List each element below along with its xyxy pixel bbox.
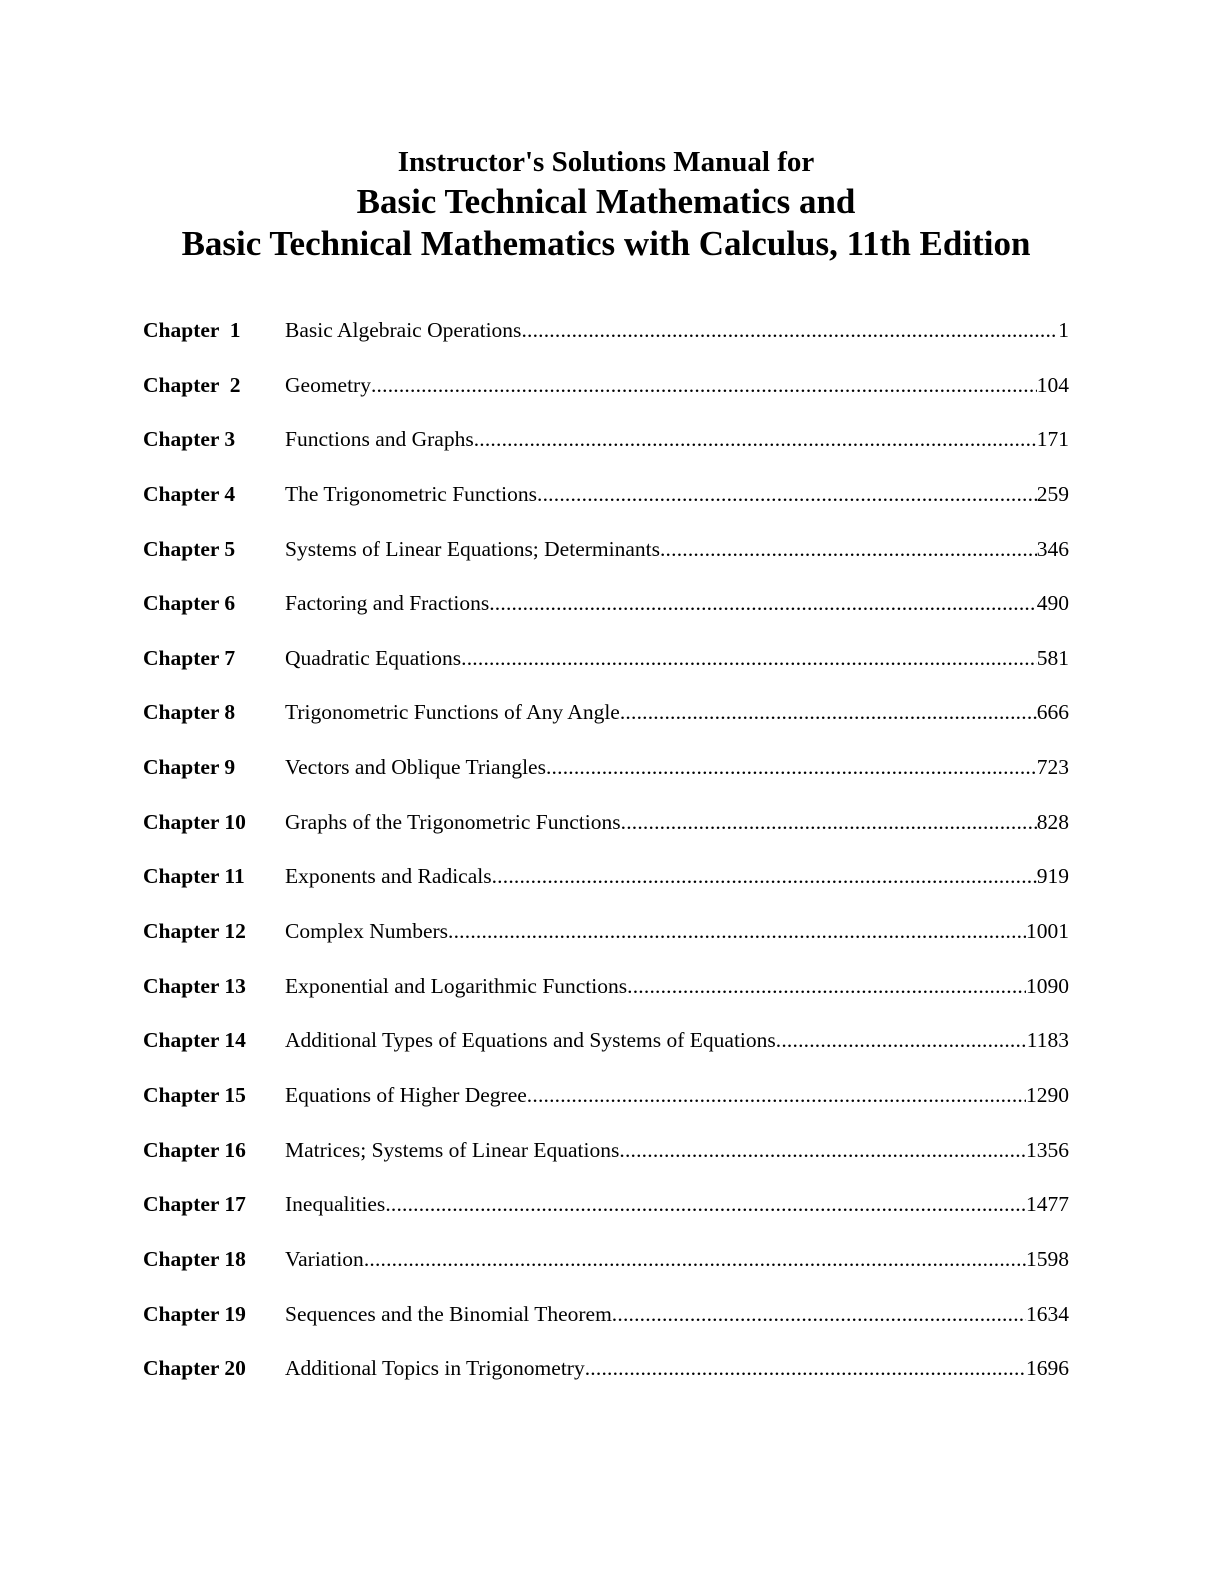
toc-entry bbox=[285, 857, 1069, 895]
toc-entry bbox=[285, 1131, 1069, 1169]
page-number: 1183 bbox=[1026, 1028, 1069, 1053]
toc-row bbox=[143, 803, 1069, 858]
chapter-label: Chapter 11 bbox=[143, 864, 245, 889]
dot-leader bbox=[620, 693, 1037, 731]
dot-leader bbox=[364, 1240, 1026, 1278]
chapter-label: Chapter 17 bbox=[143, 1192, 246, 1217]
chapter-label: Chapter 15 bbox=[143, 1082, 246, 1107]
toc-row bbox=[143, 366, 1069, 421]
toc-row bbox=[143, 693, 1069, 748]
dot-leader bbox=[521, 311, 1058, 349]
toc-entry bbox=[285, 748, 1069, 786]
toc-entry bbox=[285, 1185, 1069, 1223]
dot-leader bbox=[492, 857, 1037, 895]
chapter-title: Functions and Graphs bbox=[285, 427, 474, 452]
chapter-title: Exponential and Logarithmic Functions bbox=[285, 973, 628, 998]
chapter-label: Chapter 7 bbox=[143, 645, 236, 670]
chapter-title: Graphs of the Trigonometric Functions bbox=[285, 809, 621, 834]
title-line-2: Basic Technical Mathematics and bbox=[356, 182, 856, 221]
toc-row bbox=[143, 530, 1069, 585]
page-number: 1356 bbox=[1026, 1137, 1069, 1162]
chapter-title: Inequalities bbox=[285, 1192, 386, 1217]
chapter-title: Additional Topics in Trigonometry bbox=[285, 1356, 585, 1381]
chapter-label: Chapter 4 bbox=[143, 481, 236, 506]
toc-row bbox=[143, 420, 1069, 475]
toc-row bbox=[143, 639, 1069, 694]
toc-entry bbox=[285, 475, 1069, 513]
dot-leader bbox=[489, 584, 1037, 622]
dot-leader bbox=[385, 1185, 1026, 1223]
chapter-label: Chapter 9 bbox=[143, 755, 236, 780]
toc-entry bbox=[285, 584, 1069, 622]
toc-row bbox=[143, 475, 1069, 530]
chapter-title: The Trigonometric Functions bbox=[285, 481, 538, 506]
dot-leader bbox=[619, 1131, 1026, 1169]
toc-row bbox=[143, 748, 1069, 803]
chapter-label: Chapter 6 bbox=[143, 591, 236, 616]
dot-leader bbox=[612, 1295, 1026, 1333]
chapter-label: Chapter 19 bbox=[143, 1301, 246, 1326]
toc-entry bbox=[285, 803, 1069, 841]
toc-row bbox=[143, 1185, 1069, 1240]
toc-entry bbox=[285, 311, 1069, 349]
page-number: 1477 bbox=[1026, 1192, 1069, 1217]
page-number: 1290 bbox=[1026, 1082, 1069, 1107]
page-number: 1090 bbox=[1026, 973, 1069, 998]
dot-leader bbox=[527, 1076, 1026, 1114]
toc-row bbox=[143, 857, 1069, 912]
toc-row bbox=[143, 1131, 1069, 1186]
toc-entry bbox=[285, 366, 1069, 404]
chapter-title: Basic Algebraic Operations bbox=[285, 318, 522, 342]
title-line-1: Instructor's Solutions Manual for bbox=[397, 146, 815, 178]
dot-leader bbox=[621, 803, 1037, 841]
page-number: 1598 bbox=[1026, 1246, 1069, 1271]
page-number: 1634 bbox=[1026, 1301, 1069, 1326]
toc-row bbox=[143, 1295, 1069, 1350]
page-number: 104 bbox=[1036, 372, 1069, 397]
toc-row bbox=[143, 311, 1069, 366]
dot-leader bbox=[627, 967, 1026, 1005]
chapter-title: Sequences and the Binomial Theorem bbox=[285, 1301, 612, 1326]
chapter-label: Chapter 8 bbox=[143, 700, 236, 725]
page-number: 1696 bbox=[1026, 1356, 1069, 1381]
toc-row bbox=[143, 1076, 1069, 1131]
dot-leader bbox=[660, 530, 1037, 568]
title-line-3: Basic Technical Mathematics with Calculus, 11th Edition bbox=[181, 224, 1031, 263]
page-number: 828 bbox=[1036, 809, 1069, 834]
chapter-title: Matrices; Systems of Linear Equations bbox=[285, 1137, 620, 1162]
chapter-title: Equations of Higher Degree bbox=[285, 1082, 527, 1107]
toc-row bbox=[143, 1021, 1069, 1076]
toc-entry bbox=[285, 1349, 1069, 1387]
toc-entry bbox=[285, 967, 1069, 1005]
toc-entry bbox=[285, 1076, 1069, 1114]
chapter-title: Trigonometric Functions of Any Angle bbox=[285, 700, 620, 725]
toc-entry bbox=[285, 639, 1069, 677]
toc-entry bbox=[285, 912, 1069, 950]
dot-leader bbox=[776, 1021, 1027, 1059]
chapter-label: Chapter 13 bbox=[143, 973, 246, 998]
toc-entry bbox=[285, 693, 1069, 731]
page-number: 723 bbox=[1036, 755, 1069, 780]
chapter-title: Variation bbox=[285, 1246, 364, 1271]
chapter-label: Chapter 20 bbox=[143, 1356, 246, 1381]
toc-entry bbox=[285, 1240, 1069, 1278]
toc-entry bbox=[285, 1021, 1069, 1059]
page-number: 666 bbox=[1036, 700, 1069, 725]
toc-entry bbox=[285, 1295, 1069, 1333]
toc-entry bbox=[285, 420, 1069, 458]
chapter-title: Geometry bbox=[285, 372, 371, 397]
dot-leader bbox=[546, 748, 1037, 786]
table-of-contents bbox=[143, 311, 1069, 1404]
toc-row bbox=[143, 584, 1069, 639]
dot-leader bbox=[461, 639, 1037, 677]
chapter-title: Systems of Linear Equations; Determinants bbox=[285, 536, 660, 561]
dot-leader bbox=[371, 366, 1037, 404]
chapter-label: Chapter 14 bbox=[143, 1028, 246, 1053]
page-number: 581 bbox=[1036, 645, 1069, 670]
dot-leader bbox=[448, 912, 1026, 950]
toc-row bbox=[143, 1349, 1069, 1404]
chapter-label: Chapter 10 bbox=[143, 809, 246, 834]
dot-leader bbox=[537, 475, 1037, 513]
page-number: 1001 bbox=[1026, 919, 1069, 944]
page-number: 346 bbox=[1036, 536, 1069, 561]
page-number: 259 bbox=[1036, 481, 1069, 506]
page-number: 171 bbox=[1036, 427, 1069, 452]
page-number: 1 bbox=[1058, 318, 1069, 342]
chapter-title: Additional Types of Equations and Systems of Equations bbox=[285, 1028, 776, 1053]
chapter-label: Chapter 2 bbox=[143, 372, 241, 397]
title-block bbox=[0, 143, 1212, 265]
chapter-label: Chapter 18 bbox=[143, 1246, 246, 1271]
chapter-label: Chapter 3 bbox=[143, 427, 236, 452]
toc-row bbox=[143, 1240, 1069, 1295]
chapter-title: Complex Numbers bbox=[285, 919, 449, 944]
toc-row bbox=[143, 912, 1069, 967]
page-number: 919 bbox=[1036, 864, 1069, 889]
chapter-label: Chapter 12 bbox=[143, 919, 246, 944]
chapter-title: Exponents and Radicals bbox=[285, 864, 492, 889]
chapter-title: Vectors and Oblique Triangles bbox=[285, 755, 546, 780]
dot-leader bbox=[585, 1349, 1026, 1387]
page-number: 490 bbox=[1036, 591, 1069, 616]
toc-entry bbox=[285, 530, 1069, 568]
chapter-label: Chapter 16 bbox=[143, 1137, 246, 1162]
chapter-label: Chapter 5 bbox=[143, 536, 236, 561]
dot-leader bbox=[474, 420, 1037, 458]
chapter-title: Quadratic Equations bbox=[285, 645, 462, 670]
chapter-title: Factoring and Fractions bbox=[285, 591, 490, 616]
toc-row bbox=[143, 967, 1069, 1022]
chapter-label: Chapter 1 bbox=[143, 318, 241, 342]
